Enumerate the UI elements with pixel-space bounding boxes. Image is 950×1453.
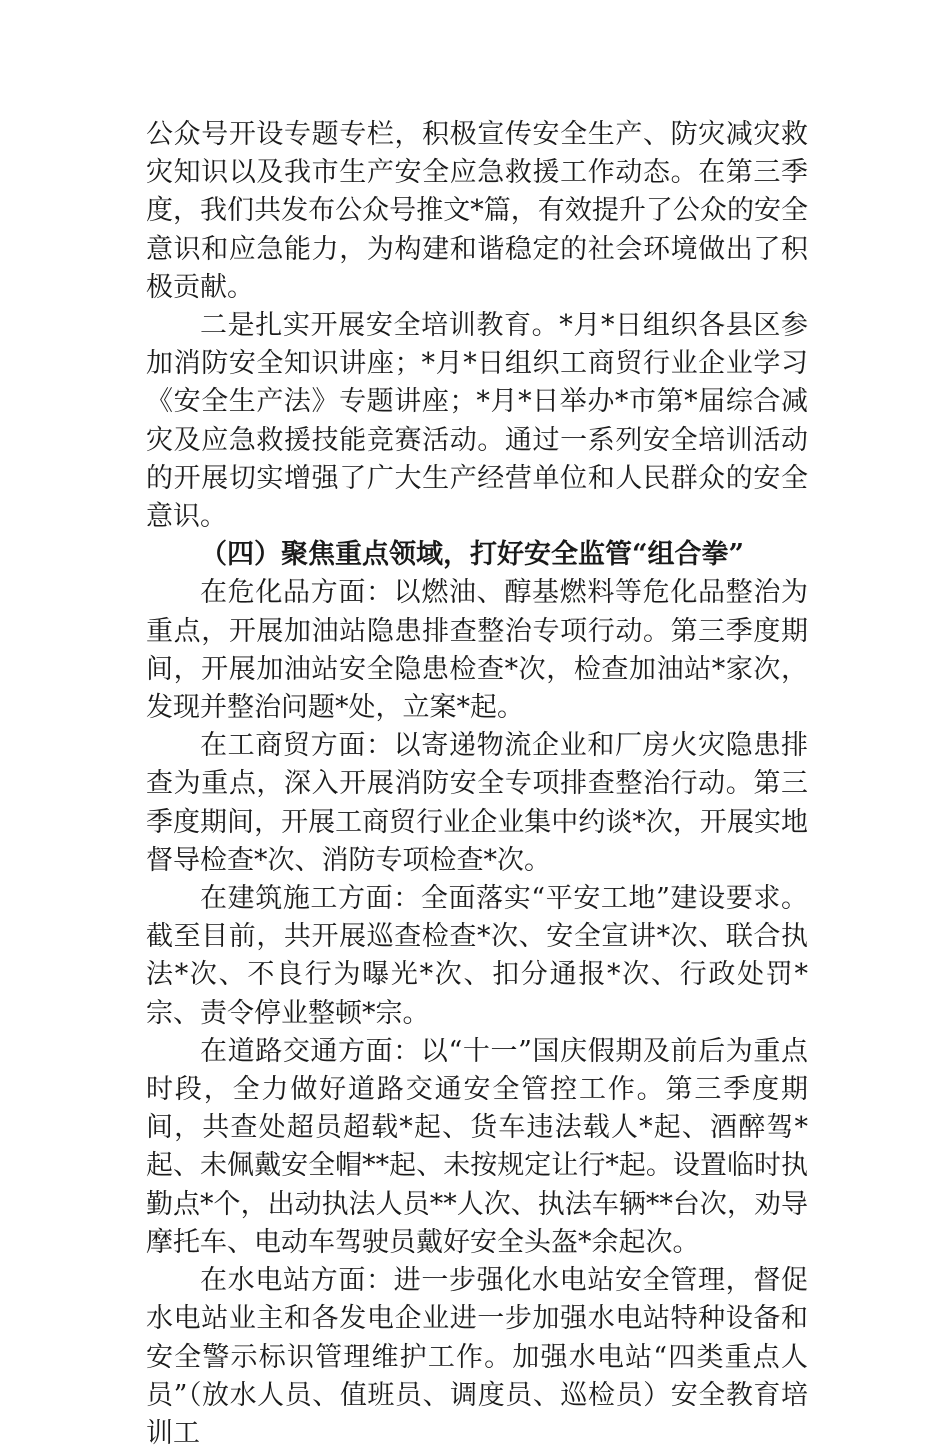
section-heading-key-areas: （四）聚焦重点领域，打好安全监管“组合拳” bbox=[200, 539, 745, 571]
paragraph-hazardous-chemicals: 在危化品方面：以燃油、醇基燃料等危化品整治为重点，开展加油站隐患排查整治专项行动。第三季度期间，开展加油站安全隐患检查*次，检查加油站*家次，发现并整治问题*处，立案*起。 bbox=[146, 577, 808, 724]
paragraph-safety-training: 二是扎实开展安全培训教育。*月*日组织各县区参加消防安全知识讲座；*月*日组织工商贸行业企业学习《安全生产法》专题讲座；*月*日举办*市第*届综合减灾及应急救援技能竞赛活动。通过一系列安全培训活动的开展切实增强了广大生产经营单位和人民群众的安全意识。 bbox=[146, 310, 808, 533]
paragraph-publicity-continuation: 公众号开设专题专栏，积极宣传安全生产、防灾减灾救灾知识以及我市生产安全应急救援工作动态。在第三季度，我们共发布公众号推文*篇，有效提升了公众的安全意识和应急能力，为构建和谐稳定的社会环境做出了积极贡献。 bbox=[146, 119, 808, 303]
paragraph-road-traffic: 在道路交通方面：以“十一”国庆假期及前后为重点时段，全力做好道路交通安全管控工作。第三季度期间，共查处超员超载*起、货车违法载人*起、酒醉驾*起、未佩戴安全帽**起、未按规定让行*起。设置临时执勤点*个，出动执法人员**人次、执法车辆**台次，劝导摩托车、电动车驾驶员戴好安全头盔*余起次。 bbox=[146, 1035, 808, 1258]
paragraph-hydropower: 在水电站方面：进一步强化水电站安全管理，督促水电站业主和各发电企业进一步加强水电站特种设备和安全警示标识管理维护工作。加强水电站“四类重点人员”（放水人员、值班员、调度员、巡检员）安全教育培训工 bbox=[146, 1265, 808, 1449]
document-body bbox=[146, 116, 808, 1453]
paragraph-construction: 在建筑施工方面：全面落实“平安工地”建设要求。截至目前，共开展巡查检查*次、安全宣讲*次、联合执法*次、不良行为曝光*次、扣分通报*次、行政处罚*宗、责令停业整顿*宗。 bbox=[146, 883, 808, 1029]
paragraph-industry-commerce-trade: 在工商贸方面：以寄递物流企业和厂房火灾隐患排查为重点，深入开展消防安全专项排查整治行动。第三季度期间，开展工商贸行业企业集中约谈*次，开展实地督导检查*次、消防专项检查*次。 bbox=[146, 730, 808, 876]
